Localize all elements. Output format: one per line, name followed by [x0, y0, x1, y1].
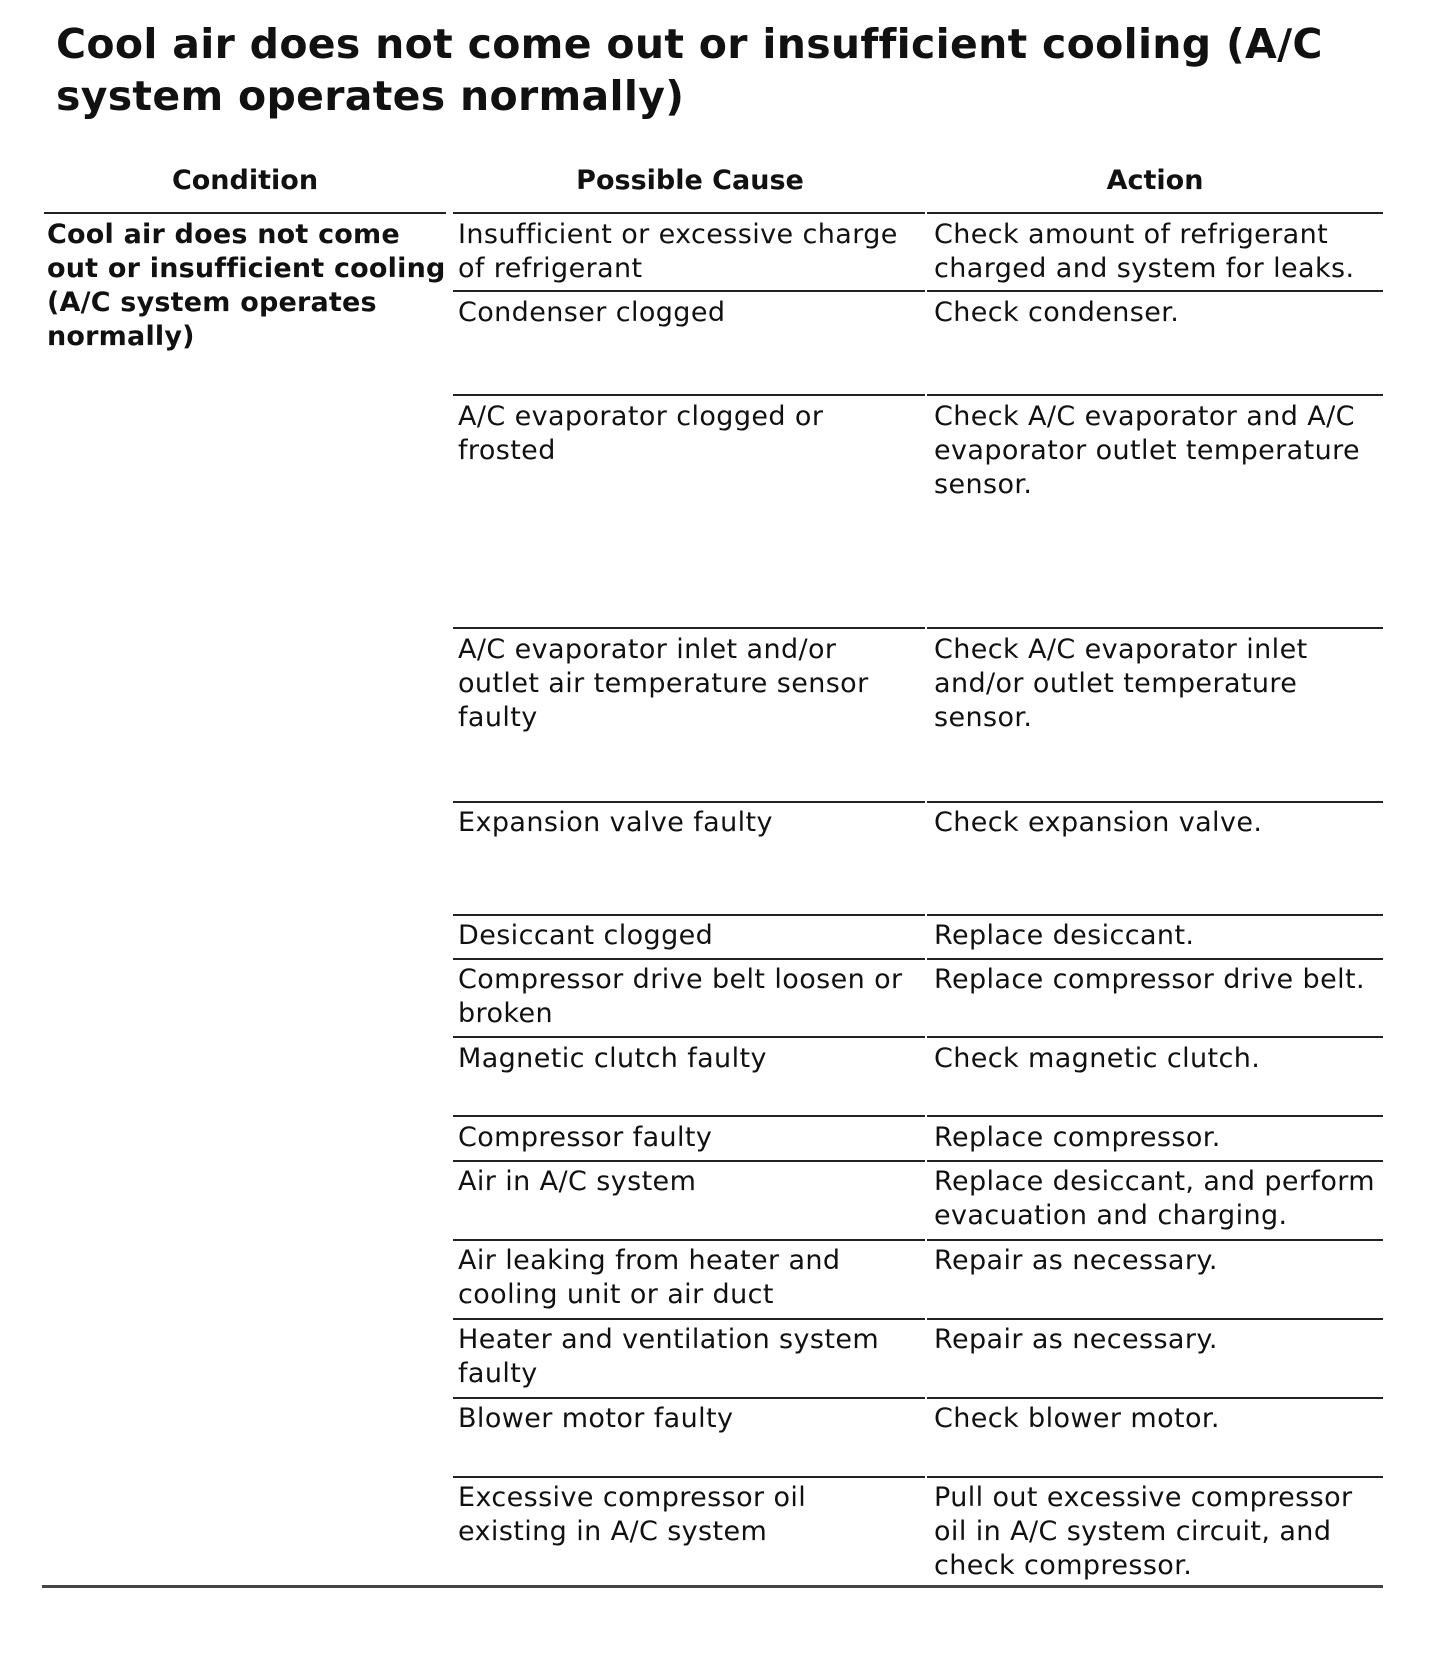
row-divider	[453, 1036, 925, 1038]
table-row-action: Check A/C evaporator and A/C evaporator outlet temperature sensor.	[934, 401, 1361, 500]
table-row-cause: Air in A/C system	[458, 1166, 697, 1197]
row-divider	[927, 958, 1383, 960]
row-divider	[453, 627, 925, 629]
table-row-cause: Insufficient or excessive charge of refrigerant	[458, 219, 898, 284]
table-bottom-rule	[42, 1585, 1383, 1588]
table-row-action: Replace desiccant.	[934, 920, 1195, 951]
table-row-action: Repair as necessary.	[934, 1324, 1218, 1355]
row-divider	[453, 1318, 925, 1320]
row-divider	[453, 1476, 925, 1478]
column-header-condition: Condition	[171, 165, 319, 196]
page-title: Cool air does not come out or insufficient cooling (A/C system operates normally)	[56, 20, 1323, 120]
row-divider	[453, 1115, 925, 1117]
header-rule-action	[927, 212, 1383, 214]
table-row-cause: Compressor faulty	[458, 1122, 713, 1153]
row-divider	[927, 1476, 1383, 1478]
row-divider	[453, 801, 925, 803]
row-divider	[927, 394, 1383, 396]
row-divider	[453, 914, 925, 916]
row-divider	[453, 1160, 925, 1162]
table-row-cause: A/C evaporator inlet and/or outlet air temperature sensor faulty	[458, 634, 869, 733]
condition-cell: Cool air does not come out or insufficient cooling (A/C system operates normally)	[47, 219, 446, 352]
table-row-cause: Heater and ventilation system faulty	[458, 1324, 880, 1389]
table-row-cause: Compressor drive belt loosen or broken	[458, 964, 903, 1029]
table-row-action: Repair as necessary.	[934, 1245, 1218, 1276]
row-divider	[927, 914, 1383, 916]
table-row-cause: Air leaking from heater and cooling unit or air duct	[458, 1245, 841, 1310]
row-divider	[927, 1036, 1383, 1038]
table-row-cause: Condenser clogged	[458, 297, 726, 328]
row-divider	[453, 394, 925, 396]
row-divider	[453, 1239, 925, 1241]
table-row-action: Replace compressor.	[934, 1122, 1221, 1153]
table-row-action: Check A/C evaporator inlet and/or outlet temperature sensor.	[934, 634, 1308, 733]
table-row-action: Pull out excessive compressor oil in A/C system circuit, and check compressor.	[934, 1482, 1353, 1581]
table-row-action: Check blower motor.	[934, 1403, 1220, 1434]
table-row-action: Check condenser.	[934, 297, 1180, 328]
table-row-cause: Blower motor faulty	[458, 1403, 734, 1434]
table-row-cause: Magnetic clutch faulty	[458, 1043, 767, 1074]
table-row-cause: Desiccant clogged	[458, 920, 714, 951]
row-divider	[927, 1239, 1383, 1241]
row-divider	[927, 290, 1383, 292]
column-header-possible-cause: Possible Cause	[576, 165, 804, 196]
row-divider	[453, 958, 925, 960]
table-row-action: Check magnetic clutch.	[934, 1043, 1261, 1074]
header-rule-condition	[44, 212, 446, 214]
row-divider	[453, 1397, 925, 1399]
table-row-action: Check expansion valve.	[934, 807, 1263, 838]
table-row-cause: Expansion valve faulty	[458, 807, 773, 838]
row-divider	[927, 1318, 1383, 1320]
row-divider	[927, 627, 1383, 629]
row-divider	[453, 290, 925, 292]
table-row-cause: A/C evaporator clogged or frosted	[458, 401, 824, 466]
table-row-action: Replace desiccant, and perform evacuation and charging.	[934, 1166, 1375, 1231]
column-header-action: Action	[1106, 165, 1204, 196]
row-divider	[927, 1160, 1383, 1162]
header-rule-cause	[453, 212, 925, 214]
row-divider	[927, 1115, 1383, 1117]
table-row-action: Check amount of refrigerant charged and system for leaks.	[934, 219, 1355, 284]
table-row-cause: Excessive compressor oil existing in A/C system	[458, 1482, 807, 1547]
row-divider	[927, 801, 1383, 803]
row-divider	[927, 1397, 1383, 1399]
table-row-action: Replace compressor drive belt.	[934, 964, 1365, 995]
